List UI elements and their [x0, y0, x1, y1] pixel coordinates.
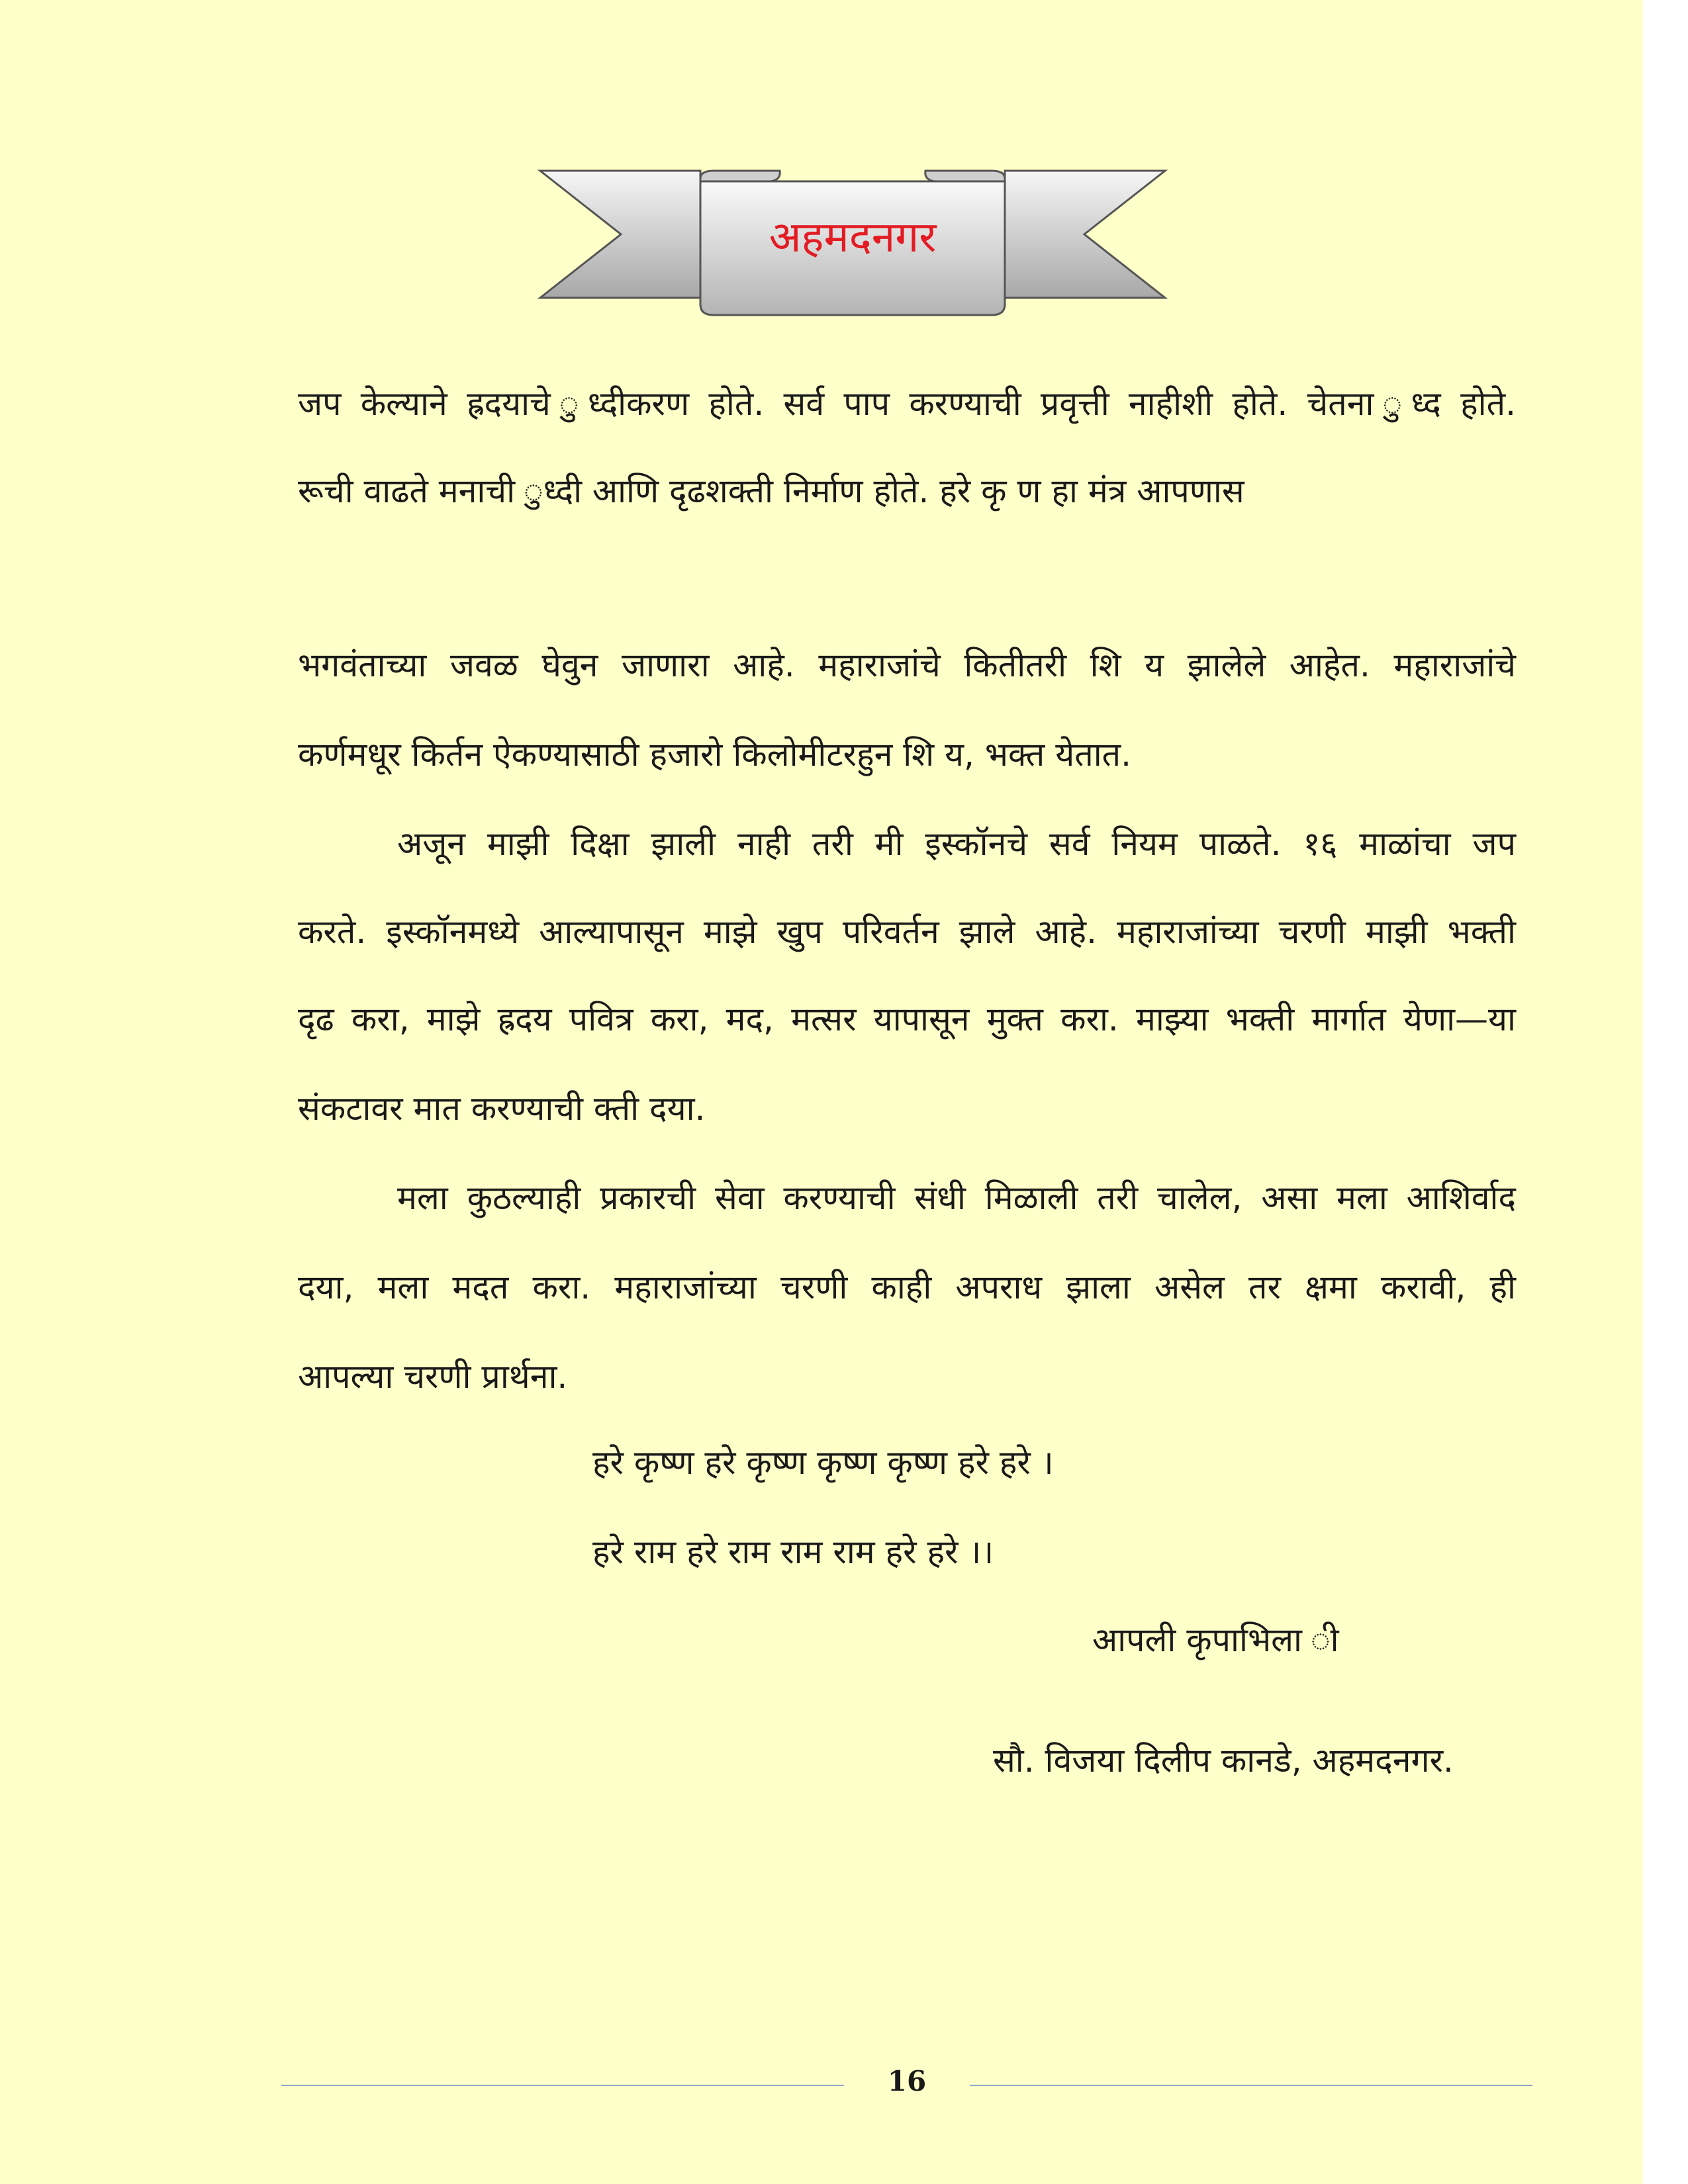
body-line-11: आपल्या चरणी प्रार्थना.	[298, 1357, 568, 1396]
mantra-line-2: हरे राम हरे राम राम राम हरे हरे ।।	[592, 1533, 994, 1571]
body-line-3: भगवंताच्या जवळ घेवुन जाणारा आहे. महाराजांचे कितीतरी शि य झालेले आहेत. महाराजांचे	[298, 646, 1516, 684]
mantra-line-1: हरे कृष्ण हरे कृष्ण कृष्ण कृष्ण हरे हरे ।	[592, 1443, 1054, 1482]
body-line-7: दृढ करा, माझे ह्रदय पवित्र करा, मद, मत्सर यापासून मुक्त करा. माझ्या भक्ती मार्गात येणा—या	[298, 1000, 1516, 1038]
body-line-8: संकटावर मात करण्याची क्ती दया.	[298, 1089, 706, 1128]
ribbon-left-fold	[700, 171, 780, 181]
ribbon-right-fold	[925, 171, 1005, 181]
footer-rule-right	[970, 2085, 1532, 2086]
body-line-9: मला कुठल्याही प्रकारची सेवा करण्याची संधी मिळाली तरी चालेल, असा मला आशिर्वाद	[397, 1179, 1516, 1217]
page-heading: अहमदनगर	[769, 213, 937, 262]
closing-line: आपली कृपाभिला ी	[1092, 1621, 1339, 1659]
body-line-10: दया, मला मदत करा. महाराजांच्या चरणी काही अपराध झाला असेल तर क्षमा करावी, ही	[298, 1268, 1516, 1306]
footer-rule-left	[281, 2085, 844, 2086]
heading-ribbon-banner	[535, 165, 1170, 324]
signature-line: सौ. विजया दिलीप कानडे, अहमदनगर.	[993, 1741, 1454, 1780]
body-line-5: अजून माझी दिक्षा झाली नाही तरी मी इस्कॉनचे सर्व नियम पाळते. १६ माळांचा जप	[397, 825, 1516, 863]
body-line-2: रूची वाढते मनाची ुध्दी आणि दृढशक्ती निर्माण होते. हरे कृ ण हा मंत्र आपणास	[298, 472, 1244, 510]
body-line-1: जप केल्याने ह्रदयाचे ुध्दीकरण होते. सर्व पाप करण्याची प्रवृत्ती नाहीशी होते. चेतना ुध्द होते.	[298, 385, 1516, 423]
page-number: 16	[887, 2065, 927, 2097]
body-line-6: करते. इस्कॉनमध्ये आल्यापासून माझे खुप परिवर्तन झाले आहे. महाराजांच्या चरणी माझी भक्ती	[298, 913, 1516, 951]
body-line-4: कर्णमधूर किर्तन ऐकण्यासाठी हजारो किलोमीटरहुन शि य, भक्त येतात.	[298, 735, 1132, 774]
